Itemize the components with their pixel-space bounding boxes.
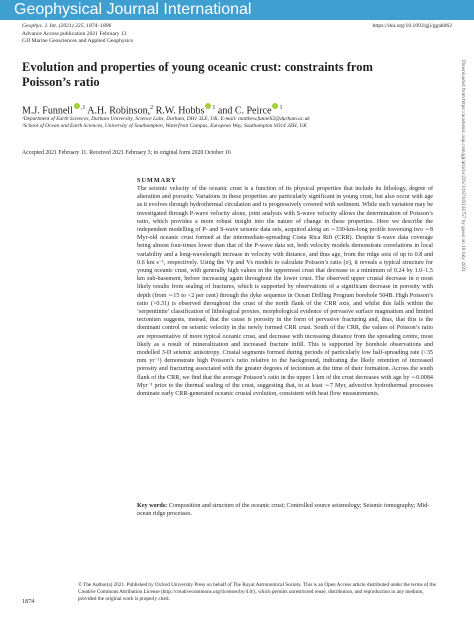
- paper-title: [22, 60, 442, 90]
- summary-text: The seismic velocity of the oceanic crust is a function of its physical properties that include its lithology, degree of alteration and porosity. Variations in these properties are particularly significant in young crust, but also occur with age as it evolves through hydrothermal circulation and is progressively covered with sediment. While such variation may be investigated through P-wave velocity alone, joint analysis with S-wave velocity allows the determination of Poisson’s ratio, which provides a more robust insight into the nature of change in these properties. Here we describe the independent modelling of P- and S-wave seismic data sets, acquired along an ∼330-km-long profile traversing two ∼8 Myr-old oceanic crust formed at the intermediate-spreading Costa Rica Rift (CRR). Despite S-wave data coverage being almost four-times lower than that of the P-wave data set, both velocity models demonstrate correlations in local variability and a long-wavelength increase in velocity with distance, and thus age, from the ridge axis of up to 0.8 and 0.6 km s⁻¹, respectively. Using the Vp and Vs models to calculate Poisson’s ratio (σ), it reveals a typical structure for young oceanic crust, with generally high values in the uppermost crust that decrease to a minimum of 0.24 by 1.0–1.5 km sub-basement, before increasing again throughout the lower crust. The observed upper crustal decrease in σ most likely results from sealing of fractures, which is supported by observations of a significant decrease in porosity with depth (from ∼15 to <2 per cent) through the dyke sequence in Ocean Drilling Program borehole 504B. High Poisson’s ratio (>0.31) is observed throughout the crust of the north flank of the CRR axis, and whilst this falls within the ‘serpentinite’ classification of lithological proxies, morphological evidence of pervasive surface magmatism and limited tectonism suggests, instead, that the cause is porosity in the form of pervasive fracturing and, thus, that this is the dominant control on seismic velocity in the newly formed CRR crust. South of the CRR, the values of Poisson’s ratio are representative of more typical oceanic crust, and decrease with increasing distance from the spreading centre, most likely as a result of mineralization and increased fracture infill. This is supported by borehole observations and modelled 3-D seismic anisotropy. Crustal segments formed during periods of particularly low half-spreading rate (<35 mm yr⁻¹) demonstrate high Poisson’s ratio relative to the background, indicating the likely retention of increased porosity and fracturing associated with the greater degrees of tectonism at the time of their formation. Across the south flank of the CRR, we find that the average Poisson’s ratio in the upper 1 km of the crust decreases with age by ∼0.0084 Myr⁻¹ prior to the thermal sealing of the crust, suggesting that, to at least ∼7 Myr, advective hydrothermal processes dominate early CRR-generated oceanic crustal evolution, consistent with heat flow measurements.: [137, 186, 433, 398]
- orcid-icon[interactable]: [272, 103, 278, 109]
- journal-meta: [22, 23, 133, 46]
- author-2[interactable]: A.H. Robinson,: [85, 105, 151, 117]
- affiliation-2: ²School of Ocean and Earth Sciences, University of Southampton, Waterfront Campus, European Way, Southampton SO14 3ZH, UK: [22, 123, 307, 130]
- affiliation-1: ¹Department of Earth Sciences, Durham University, Science Labs, Durham, DH1 3LE, UK. E-mail: matthew.funnell2@durham.ac.uk: [22, 116, 310, 122]
- accepted-dates: Accepted 2021 February 11. Received 2021 February 3; in original form 2020 October 16: [22, 150, 231, 156]
- doi-link[interactable]: https://doi.org/10.1093/gji/ggab062: [372, 23, 452, 29]
- author-4[interactable]: and C. Peirce: [215, 105, 272, 117]
- advance-access: Advance Access publication 2021 February 13: [22, 30, 127, 37]
- summary-heading: SUMMARY: [137, 177, 177, 184]
- orcid-icon[interactable]: [205, 103, 211, 109]
- author-1[interactable]: M.J. Funnell: [22, 105, 73, 117]
- affiliations: [22, 116, 310, 130]
- license-notice: © The Author(s) 2021. Published by Oxford University Press on behalf of The Royal Astronomical Society. This is an Open Access article distributed under the terms of the Creative Commons Attribution License (http://creativecommons.org/licenses/by/4.0/), which permits unrestricted reuse, distribution, and reproduction in any medium, provided the original work is properly cited.: [78, 582, 436, 602]
- journal-citation: Geophys. J. Int. (2021) 225, 1874–1896: [22, 23, 112, 29]
- journal-section: GJI Marine Geosciences and Applied Geophysics: [22, 38, 134, 45]
- page-number: 1874: [22, 598, 35, 605]
- author-3[interactable]: R.W. Hobbs: [153, 105, 205, 117]
- journal-banner: [0, 0, 474, 20]
- author-list: M.J. Funnell $^{,1}$ A.H. Robinson,$^2$ R.W. Hobbs $^1$ and C. Peirce $^1$: [22, 105, 283, 117]
- title-line-1: Evolution and properties of young oceanic crust: constraints from: [22, 60, 373, 74]
- download-sidenote: [460, 60, 472, 560]
- title-line-2: Poisson’s ratio: [22, 75, 100, 89]
- download-notice: Downloaded from https://academic.oup.com/gji/article/225/3/1874/6134757 by guest on 18 July 2021: [460, 60, 466, 272]
- keywords: [137, 502, 433, 518]
- orcid-icon[interactable]: [74, 103, 80, 109]
- keywords-label: Key words:: [137, 503, 168, 509]
- journal-name: Geophysical Journal International: [14, 1, 252, 18]
- keywords-text: Composition and structure of the oceanic crust; Controlled source seismology; Seismic tomography; Mid-ocean ridge processes.: [137, 503, 430, 518]
